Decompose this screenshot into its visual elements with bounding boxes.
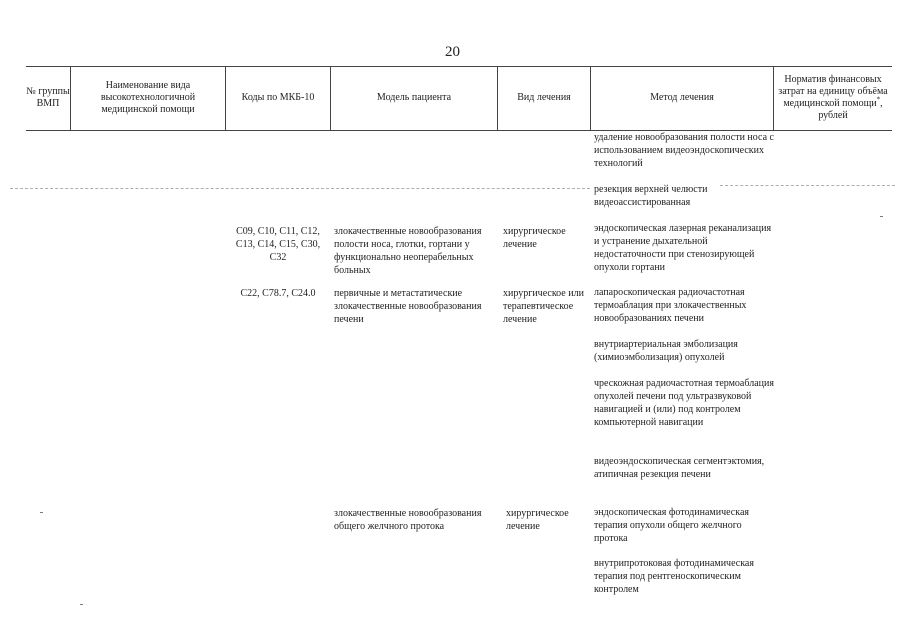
method-cell: эндоскопическая фотодинамическая терапия опухоли общего желчного протока <box>594 507 749 544</box>
page-number: 20 <box>445 44 460 60</box>
scan-artifact-dot <box>80 604 83 605</box>
method-cell: видеоэндоскопическая сегментэктомия, атипичная резекция печени <box>594 456 765 480</box>
patient-model-cell: злокачественные новообразования полости носа, глотки, гортани у функционально неоперабельных больных <box>334 226 482 276</box>
method-cell: удаление новообразования полости носа с использованием видеоэндоскопических технологий <box>594 132 774 169</box>
header-patient-model: Модель пациента <box>376 92 452 103</box>
header-treatment-type: Вид лечения <box>517 92 571 103</box>
footnote-marker: * <box>876 95 881 104</box>
scan-artifact-dot <box>40 512 43 513</box>
header-cost-standard-content <box>776 74 890 122</box>
column-divider <box>70 66 71 130</box>
icd-codes-cell: С09, С10, С11, С12, С13, С14, С15, С30, С32 <box>235 226 321 263</box>
treatment-type-cell: хирургическое или терапевтическое лечение <box>503 288 584 325</box>
header-care-type: Наименование вида высокотехнологичной медицинской помощи <box>100 80 196 115</box>
header-treatment-method: Метод лечения <box>650 92 714 103</box>
treatment-type-cell: хирургическое лечение <box>506 508 569 532</box>
method-cell: внутрипротоковая фотодинамическая терапия под рентгеноскопическим контролем <box>594 558 754 595</box>
method-cell: внутриартериальная эмболизация (химиоэмболизация) опухолей <box>594 339 738 363</box>
treatment-type-cell: хирургическое лечение <box>503 226 566 250</box>
method-cell: резекция верхней челюсти видеоассистированная <box>594 184 708 208</box>
icd-codes-cell: С22, С78.7, С24.0 <box>240 288 316 299</box>
header-cost-standard-text: Норматив финансовых затрат на единицу объёма медицинской помощи <box>778 74 888 109</box>
header-group-number: № группы ВМП <box>26 86 70 109</box>
scan-artifact-line <box>10 188 590 190</box>
patient-model-cell: первичные и метастатические злокачественные новообразования печени <box>334 288 482 325</box>
patient-model-cell: злокачественные новообразования общего желчного протока <box>334 508 482 532</box>
method-cell: лапароскопическая радиочастотная термоаблация при злокачественных новообразованиях печени <box>594 287 747 324</box>
header-icd-codes: Коды по МКБ-10 <box>241 92 315 103</box>
method-cell: чрескожная радиочастотная термоаблация опухолей печени под ультразвуковой навигацией и (или) под контролем компьютерной навигации <box>594 378 774 428</box>
header-cost-standard <box>776 67 890 129</box>
table-header-top-border <box>26 66 892 67</box>
method-cell: эндоскопическая лазерная реканализация и устранение дыхательной недостаточности при стенозирующей опухоли гортани <box>594 223 772 273</box>
header-cost-standard-unit: , рублей <box>818 98 883 121</box>
scan-artifact-dot <box>880 216 883 217</box>
column-divider <box>773 66 774 130</box>
